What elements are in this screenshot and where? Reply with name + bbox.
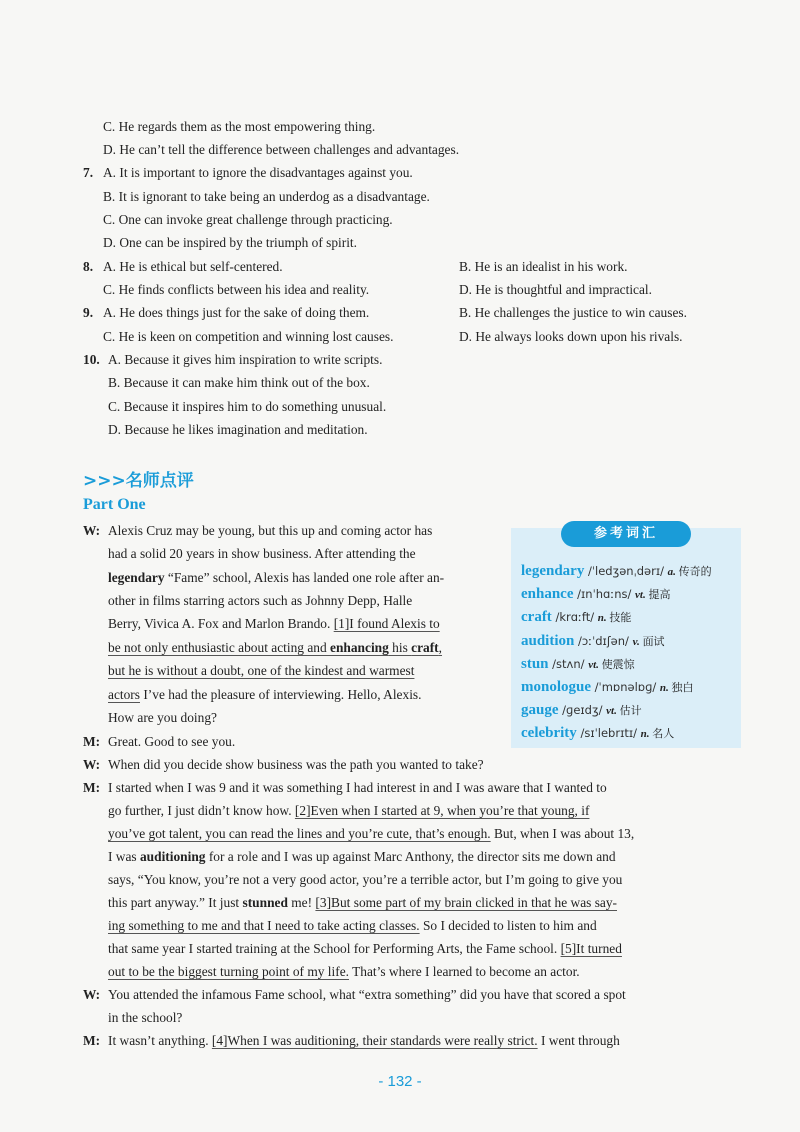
transcript-line: Alexis Cruz may be young, but this up and coming actor has [108,523,433,538]
vocab-pos: n. [640,728,653,741]
q7-option-b: B. It is ignorant to take being an underdog as a disadvantage. [103,189,430,204]
vocab-meaning: 使震惊 [601,657,635,671]
q9-option-d: D. He always looks down upon his rivals. [459,329,683,344]
vocab-pos: vt. [588,658,602,671]
q7-option-a: A. It is important to ignore the disadvantages against you. [103,165,413,180]
underlined-answer: [5]It turned [560,941,622,956]
vocab-entry [521,723,674,744]
transcript-line: you’ve got talent, you can read the lines and you’re cute, that’s enough. But, when I was about 13, [108,826,635,841]
vocab-phonetic: /sɪˈlebrɪtɪ/ [576,726,641,741]
transcript-line: other in films starring actors such as Johnny Depp, Halle [108,593,413,608]
q9-option-b: B. He challenges the justice to win causes. [459,305,687,320]
underlined-answer: [3]But some part of my brain clicked in that he was say- [315,895,617,910]
q9-option-c: C. He is keen on competition and winning lost causes. [103,329,394,344]
underlined-answer: [1]I found Alexis to [333,616,440,631]
vocab-meaning: 名人 [652,727,675,741]
underlined-answer: you’ve got talent, you can read the lines and you’re cute, that’s enough. [108,826,491,841]
q10-option-d: D. Because he likes imagination and meditation. [108,422,368,437]
vocab-meaning: 技能 [609,611,632,625]
vocab-meaning: 估计 [619,704,642,718]
transcript-line: I started when I was 9 and it was something I had interest in and I was aware that I wanted to [108,780,607,795]
vocab-pos: n. [659,682,672,694]
q10-option-a: A. Because it gives him inspiration to write scripts. [108,352,383,367]
vocab-entry [521,677,694,698]
transcript-line: legendary “Fame” school, Alexis has landed one role after an- [108,570,445,585]
speaker-label: W: [83,757,101,772]
vocab-highlight: legendary [108,570,165,585]
transcript-line: this part anyway.” It just stunned me! [3]But some part of my brain clicked in that he was say- [108,895,617,910]
transcript-line: says, “You know, you’re not a very good actor, you’re a terrible actor, but I’m going to give you [108,872,623,887]
transcript-line: that same year I started training at the School for Performing Arts, the Fame school. [5]It turned [108,941,622,956]
vocab-title: 参考词汇 [561,521,691,547]
vocab-phonetic: /ˈmɒnəlɒɡ/ [591,680,660,694]
transcript-line: be not only enthusiastic about acting and enhancing his craft, [108,640,443,655]
vocab-pos: vt. [606,705,620,718]
transcript-line: go further, I just didn’t know how. [2]Even when I started at 9, when you’re that young, if [108,803,590,818]
vocab-meaning: 独白 [671,681,694,694]
transcript-line: out to be the biggest turning point of my life. That’s where I learned to become an actor. [108,964,580,979]
transcript-line: When did you decide show business was the path you wanted to take? [108,757,484,772]
vocab-highlight: craft [411,640,439,655]
vocab-word: celebrity [521,725,577,742]
vocab-phonetic: /ˈledʒənˌdərɪ/ [584,564,668,578]
q8-option-c: C. He finds conflicts between his idea and reality. [103,282,370,297]
q8-option-d: D. He is thoughtful and impractical. [459,282,653,297]
underlined-answer: [4]When I was auditioning, their standards were really strict. [211,1033,538,1048]
q9-option-a: A. He does things just for the sake of doing them. [103,305,370,320]
q8-option-a: A. He is ethical but self-centered. [103,259,283,274]
vocab-phonetic: /ɡeɪdʒ/ [558,703,607,718]
vocab-phonetic: /krɑːft/ [551,610,598,625]
vocab-entry [521,654,635,675]
vocab-phonetic: /ɔːˈdɪʃən/ [574,633,633,648]
vocab-word: gauge [521,702,559,719]
underlined-answer: [2]Even when I started at 9, when you’re that young, if [294,803,590,818]
speaker-label: W: [83,523,101,538]
vocab-phonetic: /stʌn/ [548,656,589,671]
vocab-meaning: 传奇的 [678,565,712,578]
transcript-line: Berry, Vivica A. Fox and Marlon Brando. [1]I found Alexis to [108,616,440,631]
vocab-word: enhance [521,586,574,603]
vocab-highlight: enhancing [330,640,389,655]
vocab-entry [521,561,712,582]
transcript-line: actors I’ve had the pleasure of interviewing. Hello, Alexis. [108,687,422,702]
transcript-line: It wasn’t anything. [4]When I was auditioning, their standards were really strict. I went through [108,1033,620,1048]
q10-option-b: B. Because it can make him think out of the box. [108,375,370,390]
vocab-word: craft [521,609,552,626]
vocab-meaning: 面试 [642,634,665,648]
underlined-answer: ing something to me and that I need to take acting classes. [108,918,420,933]
q10-number: 10. [83,352,100,367]
vocab-pos: a. [667,566,679,578]
q6-option-d: D. He can’t tell the difference between challenges and advantages. [103,142,460,157]
page-number: - 132 - [378,1073,422,1090]
q7-option-c: C. One can invoke great challenge through practicing. [103,212,393,227]
vocab-entry [521,607,631,628]
part-title: Part One [83,496,146,513]
q6-option-c: C. He regards them as the most empowering thing. [103,119,376,134]
speaker-label: M: [83,780,101,795]
underlined-answer: but he is without a doubt, one of the kindest and warmest [108,663,415,678]
transcript-line: I was auditioning for a role and I was up against Marc Anthony, the director sits me down and [108,849,616,864]
vocab-word: legendary [521,563,585,579]
vocab-word: monologue [521,679,592,695]
vocab-pos: v. [632,635,643,648]
underlined-answer: out to be the biggest turning point of my life. [108,964,349,979]
speaker-label: M: [83,1033,101,1048]
vocab-pos: vt. [635,589,649,602]
vocab-meaning: 提高 [648,588,671,602]
transcript-line: How are you doing? [108,710,217,725]
section-title: >>>名师点评 [83,471,194,491]
vocab-highlight: stunned [242,895,288,910]
vocab-highlight: auditioning [139,849,206,864]
q10-option-c: C. Because it inspires him to do something unusual. [108,399,387,414]
vocab-entry [521,700,642,721]
transcript-line: Great. Good to see you. [108,734,236,749]
q9-number: 9. [83,305,94,320]
vocab-entry [521,631,665,652]
speaker-label: W: [83,987,101,1002]
q8-option-b: B. He is an idealist in his work. [459,259,628,274]
vocab-word: audition [521,632,575,649]
q8-number: 8. [83,259,94,274]
transcript-line: ing something to me and that I need to take acting classes. So I decided to listen to him and [108,918,597,933]
vocab-word: stun [521,655,549,672]
q7-number: 7. [83,165,94,180]
vocab-pos: n. [597,612,610,625]
transcript-line: in the school? [108,1010,183,1025]
speaker-label: M: [83,734,101,749]
q7-option-d: D. One can be inspired by the triumph of spirit. [103,235,357,250]
transcript-line: had a solid 20 years in show business. After attending the [108,546,416,561]
transcript-line: You attended the infamous Fame school, what “extra something” did you have that scored a spot [108,987,626,1002]
vocab-phonetic: /ɪnˈhɑːns/ [573,587,636,602]
vocab-entry [521,584,670,605]
